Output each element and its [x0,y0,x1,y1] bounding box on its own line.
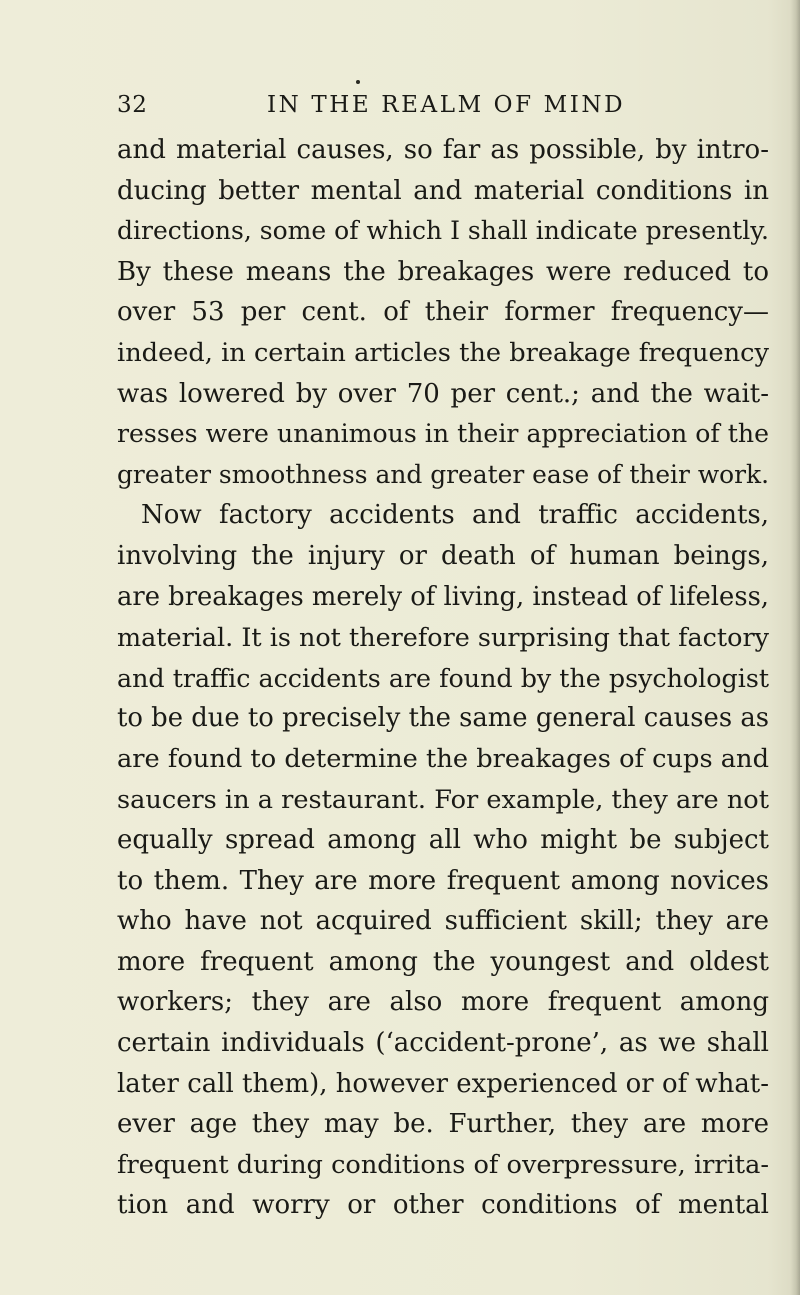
paragraph-start-line: Now factory accidents and traffic accidents, [141,500,769,531]
print-mark [356,80,360,84]
text-line: and material causes, so far as possible, by intro- [117,135,769,165]
text-line: ever age they may be. Further, they are more [117,1109,769,1140]
text-line: By these means the breakages were reduced to [117,256,769,287]
page-edge-shadow [790,0,800,1295]
text-line: to be due to precisely the same general causes as [117,703,769,734]
text-line: indeed, in certain articles the breakage frequency [117,337,769,368]
text-line: saucers in a restaurant. For example, they are not [117,784,769,815]
text-line: involving the injury or death of human beings, [117,540,769,571]
text-line: later call them), however experienced or of what- [117,1068,769,1099]
text-line: who have not acquired sufficient skill; they are [117,906,769,937]
text-line: equally spread among all who might be subject [117,825,769,856]
text-line: to them. They are more frequent among novices [117,865,769,896]
running-head [117,92,697,128]
text-line: more frequent among the youngest and oldest [117,946,769,977]
body-text [117,130,769,1226]
text-line: over 53 per cent. of their former frequency— [117,297,769,328]
text-line: certain individuals (‘accident-prone’, as we shall [117,1028,769,1059]
text-line: material. It is not therefore surprising that factory [117,622,769,653]
text-line: greater smoothness and greater ease of their work. [117,459,769,489]
text-line: directions, some of which I shall indicate presently. [117,216,769,246]
text-line: workers; they are also more frequent among [117,987,769,1018]
text-line: ducing better mental and material conditions in [117,175,769,206]
text-line: frequent during conditions of overpressure, irrita- [117,1149,769,1180]
text-line: resses were unanimous in their appreciation of the [117,419,769,449]
text-line: was lowered by over 70 per cent.; and the wait- [117,378,769,409]
running-head-title: IN THE REALM OF MIND [267,92,626,118]
text-line: tion and worry or other conditions of mental [117,1190,769,1221]
page-number: 32 [117,92,148,118]
text-line: and traffic accidents are found by the psychologist [117,662,769,693]
text-line: are breakages merely of living, instead of lifeless, [117,581,770,612]
text-line: are found to determine the breakages of cups and [117,743,769,774]
